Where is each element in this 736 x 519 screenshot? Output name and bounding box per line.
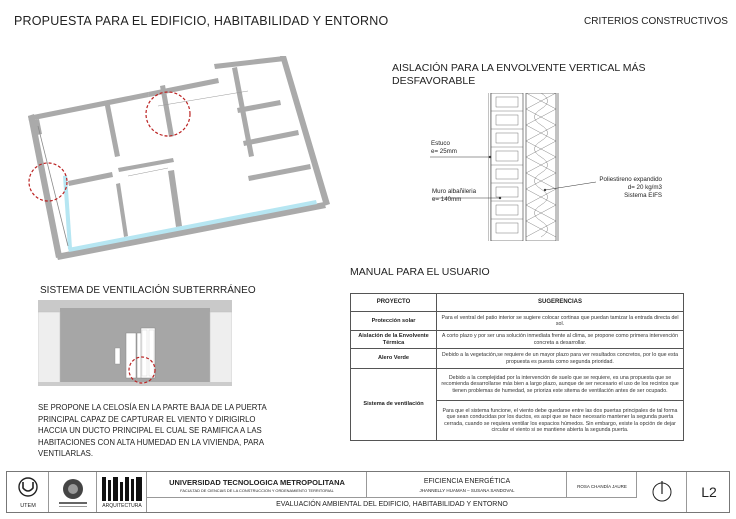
suggestions-table — [350, 293, 684, 441]
subject-title: EVALUACIÓN AMBIENTAL DEL EDIFICIO, HABITABILIDAD Y ENTORNO — [276, 501, 508, 508]
label-muro: Muro albañileria — [432, 188, 477, 195]
label-eifs: Sistema EIFS — [624, 192, 662, 199]
label-muro-thickness: e= 140mm — [432, 196, 462, 203]
table-row — [351, 369, 684, 401]
course-name: EFICIENCIA ENERGÉTICA — [423, 478, 511, 485]
north-box — [637, 472, 687, 512]
label-estuco: Estuco — [431, 140, 450, 147]
faculty-name: FACULTAD DE CIENCIAS DE LA CONSTRUCCION Y ORDENAMIENTO TERRITORIAL — [180, 488, 334, 493]
teacher-box — [567, 472, 637, 498]
table-header-row — [351, 294, 684, 312]
course-box — [367, 472, 567, 498]
suggestion-cell: Debido a la vegetación,se requiere de un mayor plazo para ver resultados concretos, por lo que esta propuesta es puesta como segunda prioridad. — [437, 349, 684, 369]
utem-label: UTEM — [20, 503, 36, 509]
sheet-number: L2 — [701, 484, 717, 500]
leader-lines — [420, 140, 600, 210]
faculty-logo — [49, 472, 97, 512]
insulation-title: AISLACIÓN PARA LA ENVOLVENTE VERTICAL MÁS DESFAVORABLE — [392, 62, 646, 87]
section-title: CRITERIOS CONSTRUCTIVOS — [584, 16, 728, 27]
label-poliestireno: Poliestireno expandido — [599, 176, 662, 183]
table-row — [351, 312, 684, 331]
north-arrow-icon — [637, 472, 687, 512]
project-cell: Alero Verde — [351, 349, 437, 369]
teacher-name: ROSA CHANDÍA JAURE — [577, 484, 627, 489]
utem-logo-box — [7, 472, 49, 512]
floor-plan — [28, 56, 334, 266]
label-estuco-thickness: e= 25mm — [431, 148, 457, 155]
manual-title: MANUAL PARA EL USUARIO — [350, 266, 490, 278]
suggestion-cell: Debido a la complejidad por la intervención de suelo que se requiere, es una propuesta que se recomienda desarrollarse más bien a largo plazo, aunque de ser necesario el uso de los recintos que tienen problemas de humedad, se prioriza este sitema de ventilación antes de ser ocupado. — [437, 369, 684, 401]
suggestion-cell: A corto plazo y por ser una solución inmediata frente al clima, se propone como primera intervención concreta a desarrollar. — [437, 331, 684, 349]
suggestion-cell: Para el ventral del patio interior se sugiere colocar cortinas que puedan tamizar la entrada directa del sol. — [437, 312, 684, 331]
column-header-suggestions: SUGERENCIAS — [437, 294, 684, 312]
ventilation-description: SE PROPONE LA CELOSÍA EN LA PARTE BAJA DE LA PUERTA PRINCIPAL CAPAZ DE CAPTURAR EL VIENTO Y DIRIGIRLO HACCIA UN DUCTO PRINCIPAL EL CUAL SE RAMIFICA A LAS HABITACIONES CON ALTA HUMEDAD EN LA VIVIENDA, PARA VENTILARLAS. — [38, 403, 267, 459]
facade-elevation — [38, 300, 232, 386]
arq-logo-box — [97, 472, 147, 512]
university-box — [147, 472, 367, 498]
label-density: d= 20 kg/m3 — [627, 184, 662, 191]
column-header-project: PROYECTO — [351, 294, 437, 312]
arq-label: ARQUITECTURA — [102, 503, 142, 509]
title-block — [6, 471, 730, 513]
faculty-logo-box — [49, 472, 97, 512]
table-row — [351, 331, 684, 349]
project-cell: Aislación de la Envolvente Térmica — [351, 331, 437, 349]
university-name: UNIVERSIDAD TECNOLOGICA METROPOLITANA — [169, 478, 345, 487]
ventilation-title: SISTEMA DE VENTILACIÓN SUBTERRRÁNEO — [40, 285, 256, 296]
page-title: PROPUESTA PARA EL EDIFICIO, HABITABILIDAD Y ENTORNO — [14, 14, 389, 28]
table-row — [351, 349, 684, 369]
student-names: JHANNELLY HUAMAN – SUSANA SANDOVAL — [419, 488, 515, 493]
suggestion-cell: Para que el sistema funcione, el viento debe quedarse entre las dos puertas principales de tal forma que sean conducidas por los ductos, es aspi que se hace necesario mantener la segunda puerta cerrada, cuando se requiera ventilar los espacios húmedos. Sin embargo, existe la opción de dejar circular el viento si se mantiene abierta la segunda puerta. — [437, 401, 684, 441]
project-cell: Protección solar — [351, 312, 437, 331]
project-cell: Sistema de ventilación — [351, 369, 437, 441]
